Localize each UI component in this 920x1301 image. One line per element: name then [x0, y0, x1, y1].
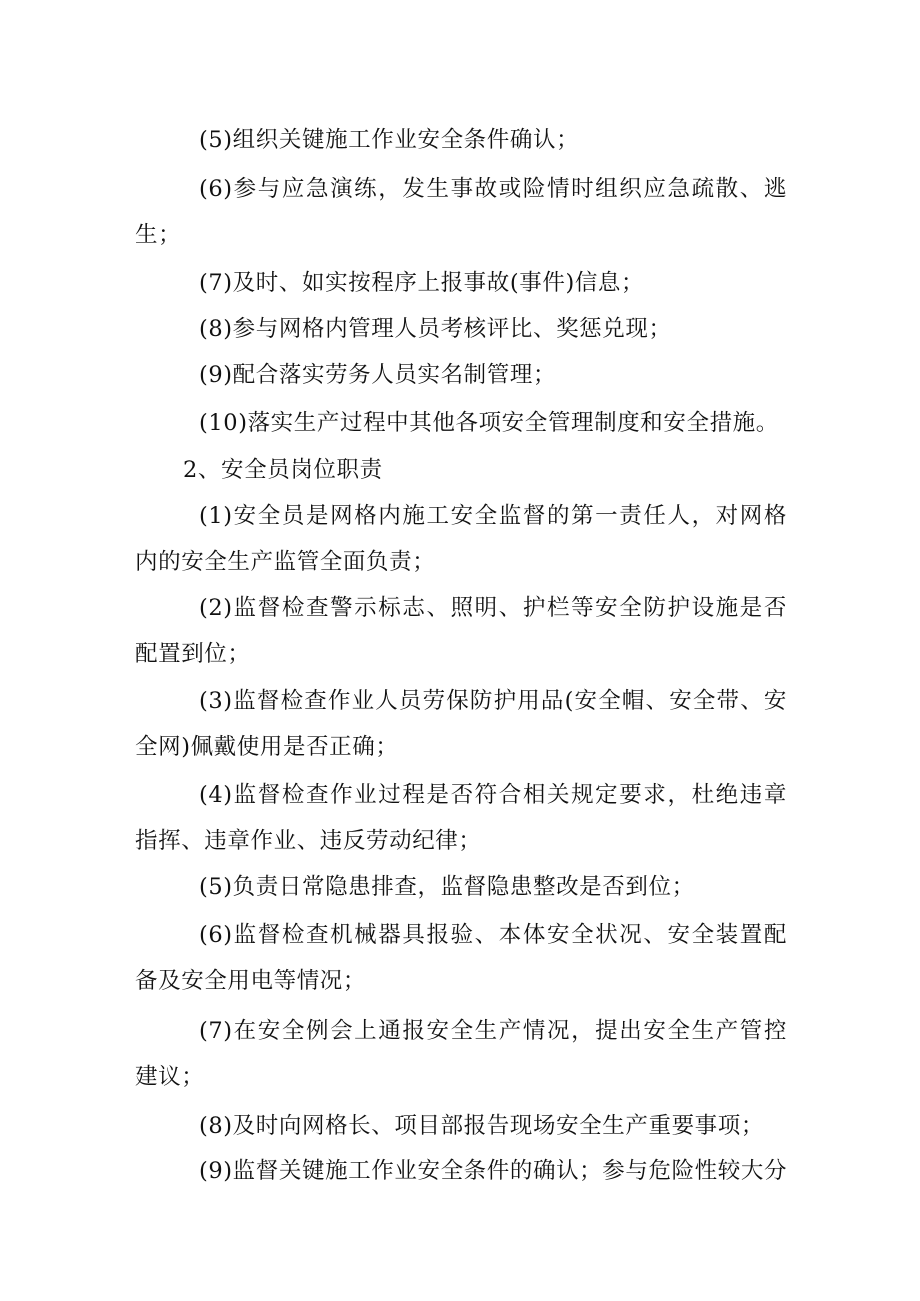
list-item: (9)配合落实劳务人员实名制管理；	[199, 362, 557, 388]
list-item: (8)参与网格内管理人员考核评比、奖惩兑现；	[199, 316, 672, 342]
list-item: (9)监督关键施工作业安全条件的确认；参与危险性较大分	[199, 1158, 788, 1184]
list-item: (5)负责日常隐患排查，监督隐患整改是否到位；	[199, 874, 695, 900]
list-item: (4)监督检查作业过程是否符合相关规定要求，杜绝违章指挥、违章作业、违反劳动纪律；	[135, 782, 787, 854]
list-item: (1)安全员是网格内施工安全监督的第一责任人，对网格内的安全生产监管全面负责；	[135, 503, 787, 575]
list-item: (7)在安全例会上通报安全生产情况，提出安全生产管控建议；	[135, 1018, 787, 1090]
list-item: (3)监督检查作业人员劳保防护用品(安全帽、安全带、安全网)佩戴使用是否正确；	[135, 688, 787, 760]
list-item: (2)监督检查警示标志、照明、护栏等安全防护设施是否配置到位；	[135, 595, 787, 667]
list-item: (8)及时向网格长、项目部报告现场安全生产重要事项；	[199, 1113, 764, 1139]
list-item: (6)监督检查机械器具报验、本体安全状况、安全装置配备及安全用电等情况；	[135, 922, 787, 994]
section-heading: 2、安全员岗位职责	[183, 457, 383, 483]
list-item: (5)组织关键施工作业安全条件确认；	[199, 127, 580, 153]
list-item: (7)及时、如实按程序上报事故(事件)信息；	[199, 270, 645, 296]
list-item: (10)落实生产过程中其他各项安全管理制度和安全措施。	[199, 410, 779, 436]
list-item: (6)参与应急演练，发生事故或险情时组织应急疏散、逃生；	[135, 176, 787, 248]
